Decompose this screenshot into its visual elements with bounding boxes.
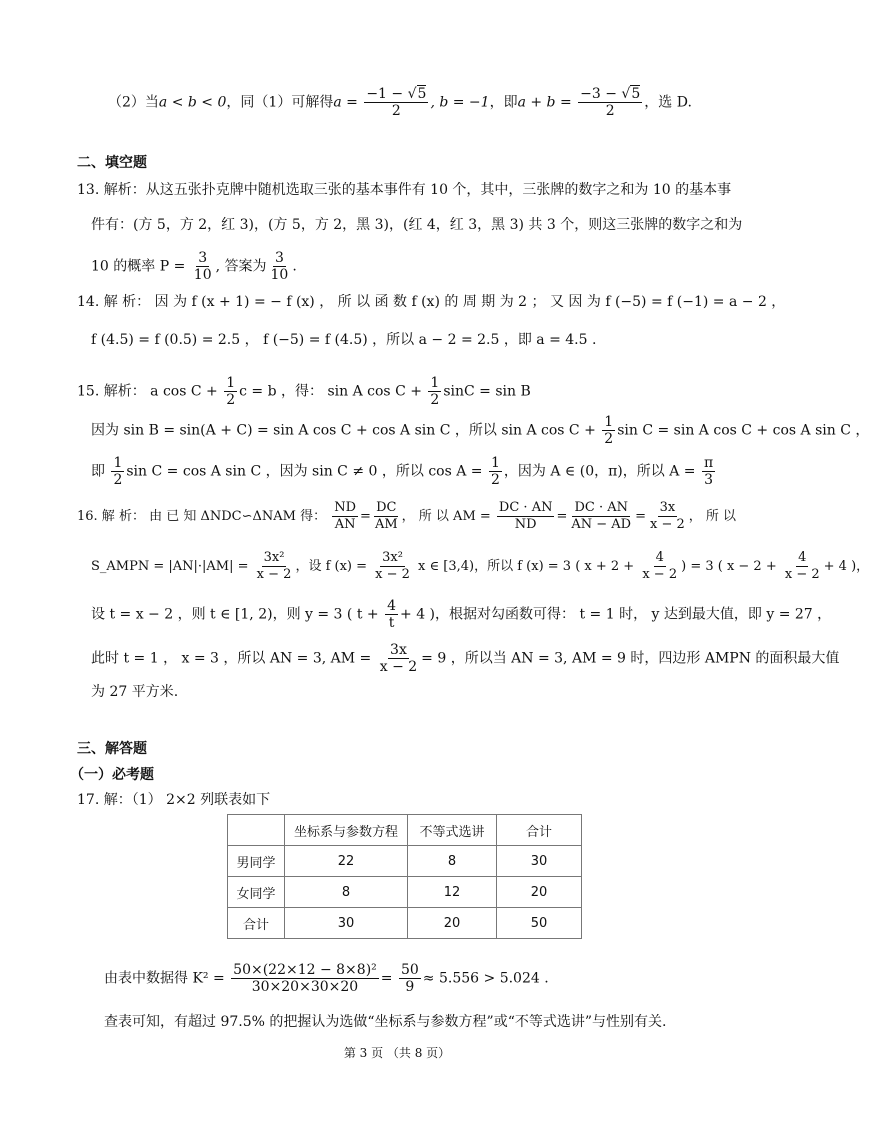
table-cell: 20 [408, 908, 497, 939]
table-cell: 8 [408, 846, 497, 877]
text: , 答案为 [215, 258, 267, 275]
q16-line-2 [91, 550, 869, 583]
num: 3x [390, 642, 407, 658]
text: ) = 3 ( x − 2 + [681, 559, 777, 574]
table-cell: 合计 [497, 815, 582, 846]
q17-k-squared-line [104, 962, 549, 995]
table-cell: 8 [285, 877, 408, 908]
table-row [228, 815, 582, 846]
table-cell: 女同学 [228, 877, 285, 908]
section-heading-fill-in: 二、填空题 [77, 154, 147, 170]
num: 3x [659, 500, 676, 515]
text: 由表中数据得 K² = [104, 970, 225, 987]
num: 1 [226, 375, 236, 391]
fraction [783, 550, 822, 583]
den: 30×20×30×20 [251, 979, 359, 995]
q12-part2-line [108, 86, 692, 119]
table-cell: 50 [497, 908, 582, 939]
table-cell [228, 815, 285, 846]
table-cell: 12 [408, 877, 497, 908]
text: 16. 解 析： 由 已 知 ΔNDC∽ΔNAM 得： [77, 509, 327, 524]
fraction [192, 250, 214, 283]
text: = [556, 509, 568, 524]
den: AN − AD [571, 517, 632, 532]
num: 50×(22×12 − 8×8)² [233, 962, 377, 978]
den: 10 [193, 267, 212, 283]
den: t [388, 615, 395, 631]
text: ， 所 以 AM = [401, 509, 491, 524]
text: （2）当 [108, 94, 159, 111]
num: 3x² [263, 550, 285, 565]
table-cell: 20 [497, 877, 582, 908]
den: 2 [113, 472, 123, 488]
text: ，即 [489, 94, 518, 111]
radicand: 5 [631, 86, 641, 102]
den: AM [374, 517, 398, 532]
q13-line-3 [91, 250, 297, 283]
den: ND [514, 517, 537, 532]
den: 2 [604, 431, 614, 447]
num: 1 [490, 455, 500, 471]
text: S_AMPN = |AN|·|AM| = [91, 559, 249, 574]
fraction [497, 500, 555, 533]
table-cell: 坐标系与参数方程 [285, 815, 408, 846]
fraction [231, 962, 379, 995]
table-cell: 男同学 [228, 846, 285, 877]
fraction [385, 598, 398, 631]
text: ≈ 5.556 > 5.024 . [422, 970, 549, 987]
page-footer: 第 3 页 （共 8 页） [343, 1046, 451, 1060]
q17-intro: 17. 解：（1） 2×2 列联表如下 [77, 792, 271, 808]
fraction [428, 375, 441, 408]
num: 4 [798, 550, 807, 565]
math: , b = −1 [430, 94, 490, 111]
table-cell: 30 [285, 908, 408, 939]
num: 4 [655, 550, 664, 565]
text: ，因为 A ∈ (0，π)，所以 A = [503, 463, 696, 480]
table-cell: 22 [285, 846, 408, 877]
text: sin C = sin A cos C + cos A sin C ， [617, 422, 869, 439]
q13-line-2: 件有：(方 5，方 2，红 3)，(方 5，方 2，黑 3)，(红 4，红 3，黑 3) 共 3 个，则这三张牌的数字之和为 [91, 217, 743, 233]
text: ，选 D. [644, 94, 692, 111]
den: 2 [391, 103, 401, 119]
den: 2 [430, 392, 440, 408]
table-cell: 30 [497, 846, 582, 877]
den: x − 2 [256, 567, 292, 582]
fraction [569, 500, 633, 533]
den: x − 2 [784, 567, 820, 582]
radicand: 5 [417, 86, 427, 102]
num: 4 [387, 598, 397, 614]
den: 10 [270, 267, 289, 283]
num: 1 [604, 414, 614, 430]
fraction [373, 500, 400, 533]
text: 因为 sin B = sin(A + C) = sin A cos C + cos A sin C ，所以 sin A cos C + [91, 422, 596, 439]
fraction [702, 455, 715, 488]
table-cell: 不等式选讲 [408, 815, 497, 846]
fraction: $\frac{-3 - √5}{2}$ [580, 86, 641, 119]
num: 50 [400, 962, 419, 978]
text: 10 的概率 P = [91, 258, 186, 275]
den: x − 2 [650, 517, 685, 532]
section-heading-answer: 三、解答题 [77, 740, 147, 756]
text: c = b ，得： sin A cos C + [239, 383, 422, 400]
text: . [292, 258, 297, 275]
table-row [228, 908, 582, 939]
den: x − 2 [375, 567, 410, 582]
text: ， 所 以 [688, 509, 737, 524]
q15-line-1 [77, 375, 531, 408]
text: + 4 )， [823, 559, 869, 574]
math: a < b < 0 [158, 94, 227, 111]
q16-line-1 [77, 500, 736, 533]
num-text: −3 − [580, 86, 617, 102]
text: 即 [91, 463, 105, 480]
q17-conclusion: 查表可知，有超过 97.5% 的把握认为选做“坐标系与参数方程”或“不等式选讲”与性别有关. [104, 1014, 667, 1030]
math: a = [333, 94, 358, 111]
den: AN [334, 517, 356, 532]
q14-line-1: 14. 解 析： 因 为 f (x + 1) = − f (x) ， 所 以 函 数 f (x) 的 周 期 为 2 ； 又 因 为 f (−5) = f (−1) = a − 2 ， [77, 294, 786, 310]
q16-line-4 [91, 642, 839, 675]
num: 3 [198, 250, 208, 266]
text: = [380, 970, 393, 987]
num: 1 [113, 455, 123, 471]
text: sinC = sin B [443, 383, 531, 400]
fraction [255, 550, 294, 583]
den: x − 2 [379, 659, 418, 675]
math: a + b = [517, 94, 572, 111]
den: 3 [704, 472, 714, 488]
text: = [635, 509, 646, 524]
q16-line-3 [91, 598, 831, 631]
text: x ∈ [3,4)，所以 f (x) = 3 ( x + 2 + [413, 559, 635, 574]
text: ，同（1）可解得 [226, 94, 334, 111]
fraction [332, 500, 358, 533]
num: 3x² [382, 550, 403, 565]
text: ，设 f (x) = [295, 559, 368, 574]
q16-line-5: 为 27 平方米. [91, 684, 179, 700]
den: 2 [226, 392, 236, 408]
text: + 4 )，根据对勾函数可得： t = 1 时， y 达到最大值，即 y = 27 ， [400, 606, 832, 623]
text: = [360, 509, 371, 524]
table-row [228, 877, 582, 908]
q14-line-2: f (4.5) = f (0.5) = 2.5 ， f (−5) = f (4.5) ，所以 a − 2 = 2.5 ，即 a = 4.5 . [91, 332, 597, 348]
fraction: $\frac{-1 - √5}{2}$ [366, 86, 427, 119]
num-text: −1 − [366, 86, 404, 102]
den: 2 [490, 472, 500, 488]
num: π [703, 455, 714, 471]
num: 3 [274, 250, 284, 266]
text: = 9 ，所以当 AN = 3, AM = 9 时，四边形 AMPN 的面积最大值 [421, 650, 840, 667]
fraction [378, 642, 419, 675]
fraction [648, 500, 687, 533]
fraction [269, 250, 291, 283]
fraction [111, 455, 124, 488]
contingency-table [227, 814, 582, 939]
fraction [373, 550, 412, 583]
table-row [228, 846, 582, 877]
text: 15. 解析： a cos C + [77, 383, 218, 400]
fraction [489, 455, 502, 488]
den: 2 [605, 103, 615, 119]
num: DC [376, 500, 397, 515]
fraction [602, 414, 615, 447]
text: 此时 t = 1 ， x = 3 ，所以 AN = 3, AM = [91, 650, 372, 667]
num: 1 [430, 375, 440, 391]
q13-line-1: 13. 解析：从这五张扑克牌中随机选取三张的基本事件有 10 个，其中，三张牌的数字之和为 10 的基本事 [77, 182, 732, 198]
num: DC · AN [574, 500, 628, 515]
subsection-heading-required: （一）必考题 [70, 766, 154, 782]
num: DC · AN [498, 500, 553, 515]
fraction [640, 550, 679, 583]
fraction [399, 962, 421, 995]
num: ND [334, 500, 357, 515]
text: sin C = cos A sin C ，因为 sin C ≠ 0 ，所以 cos A = [126, 463, 483, 480]
text: 设 t = x − 2 ，则 t ∈ [1, 2)，则 y = 3 ( t + [91, 606, 379, 623]
q15-line-2 [91, 414, 869, 447]
den: 9 [405, 979, 415, 995]
q15-line-3 [91, 455, 717, 488]
table-cell: 合计 [228, 908, 285, 939]
den: x − 2 [642, 567, 678, 582]
fraction [224, 375, 237, 408]
